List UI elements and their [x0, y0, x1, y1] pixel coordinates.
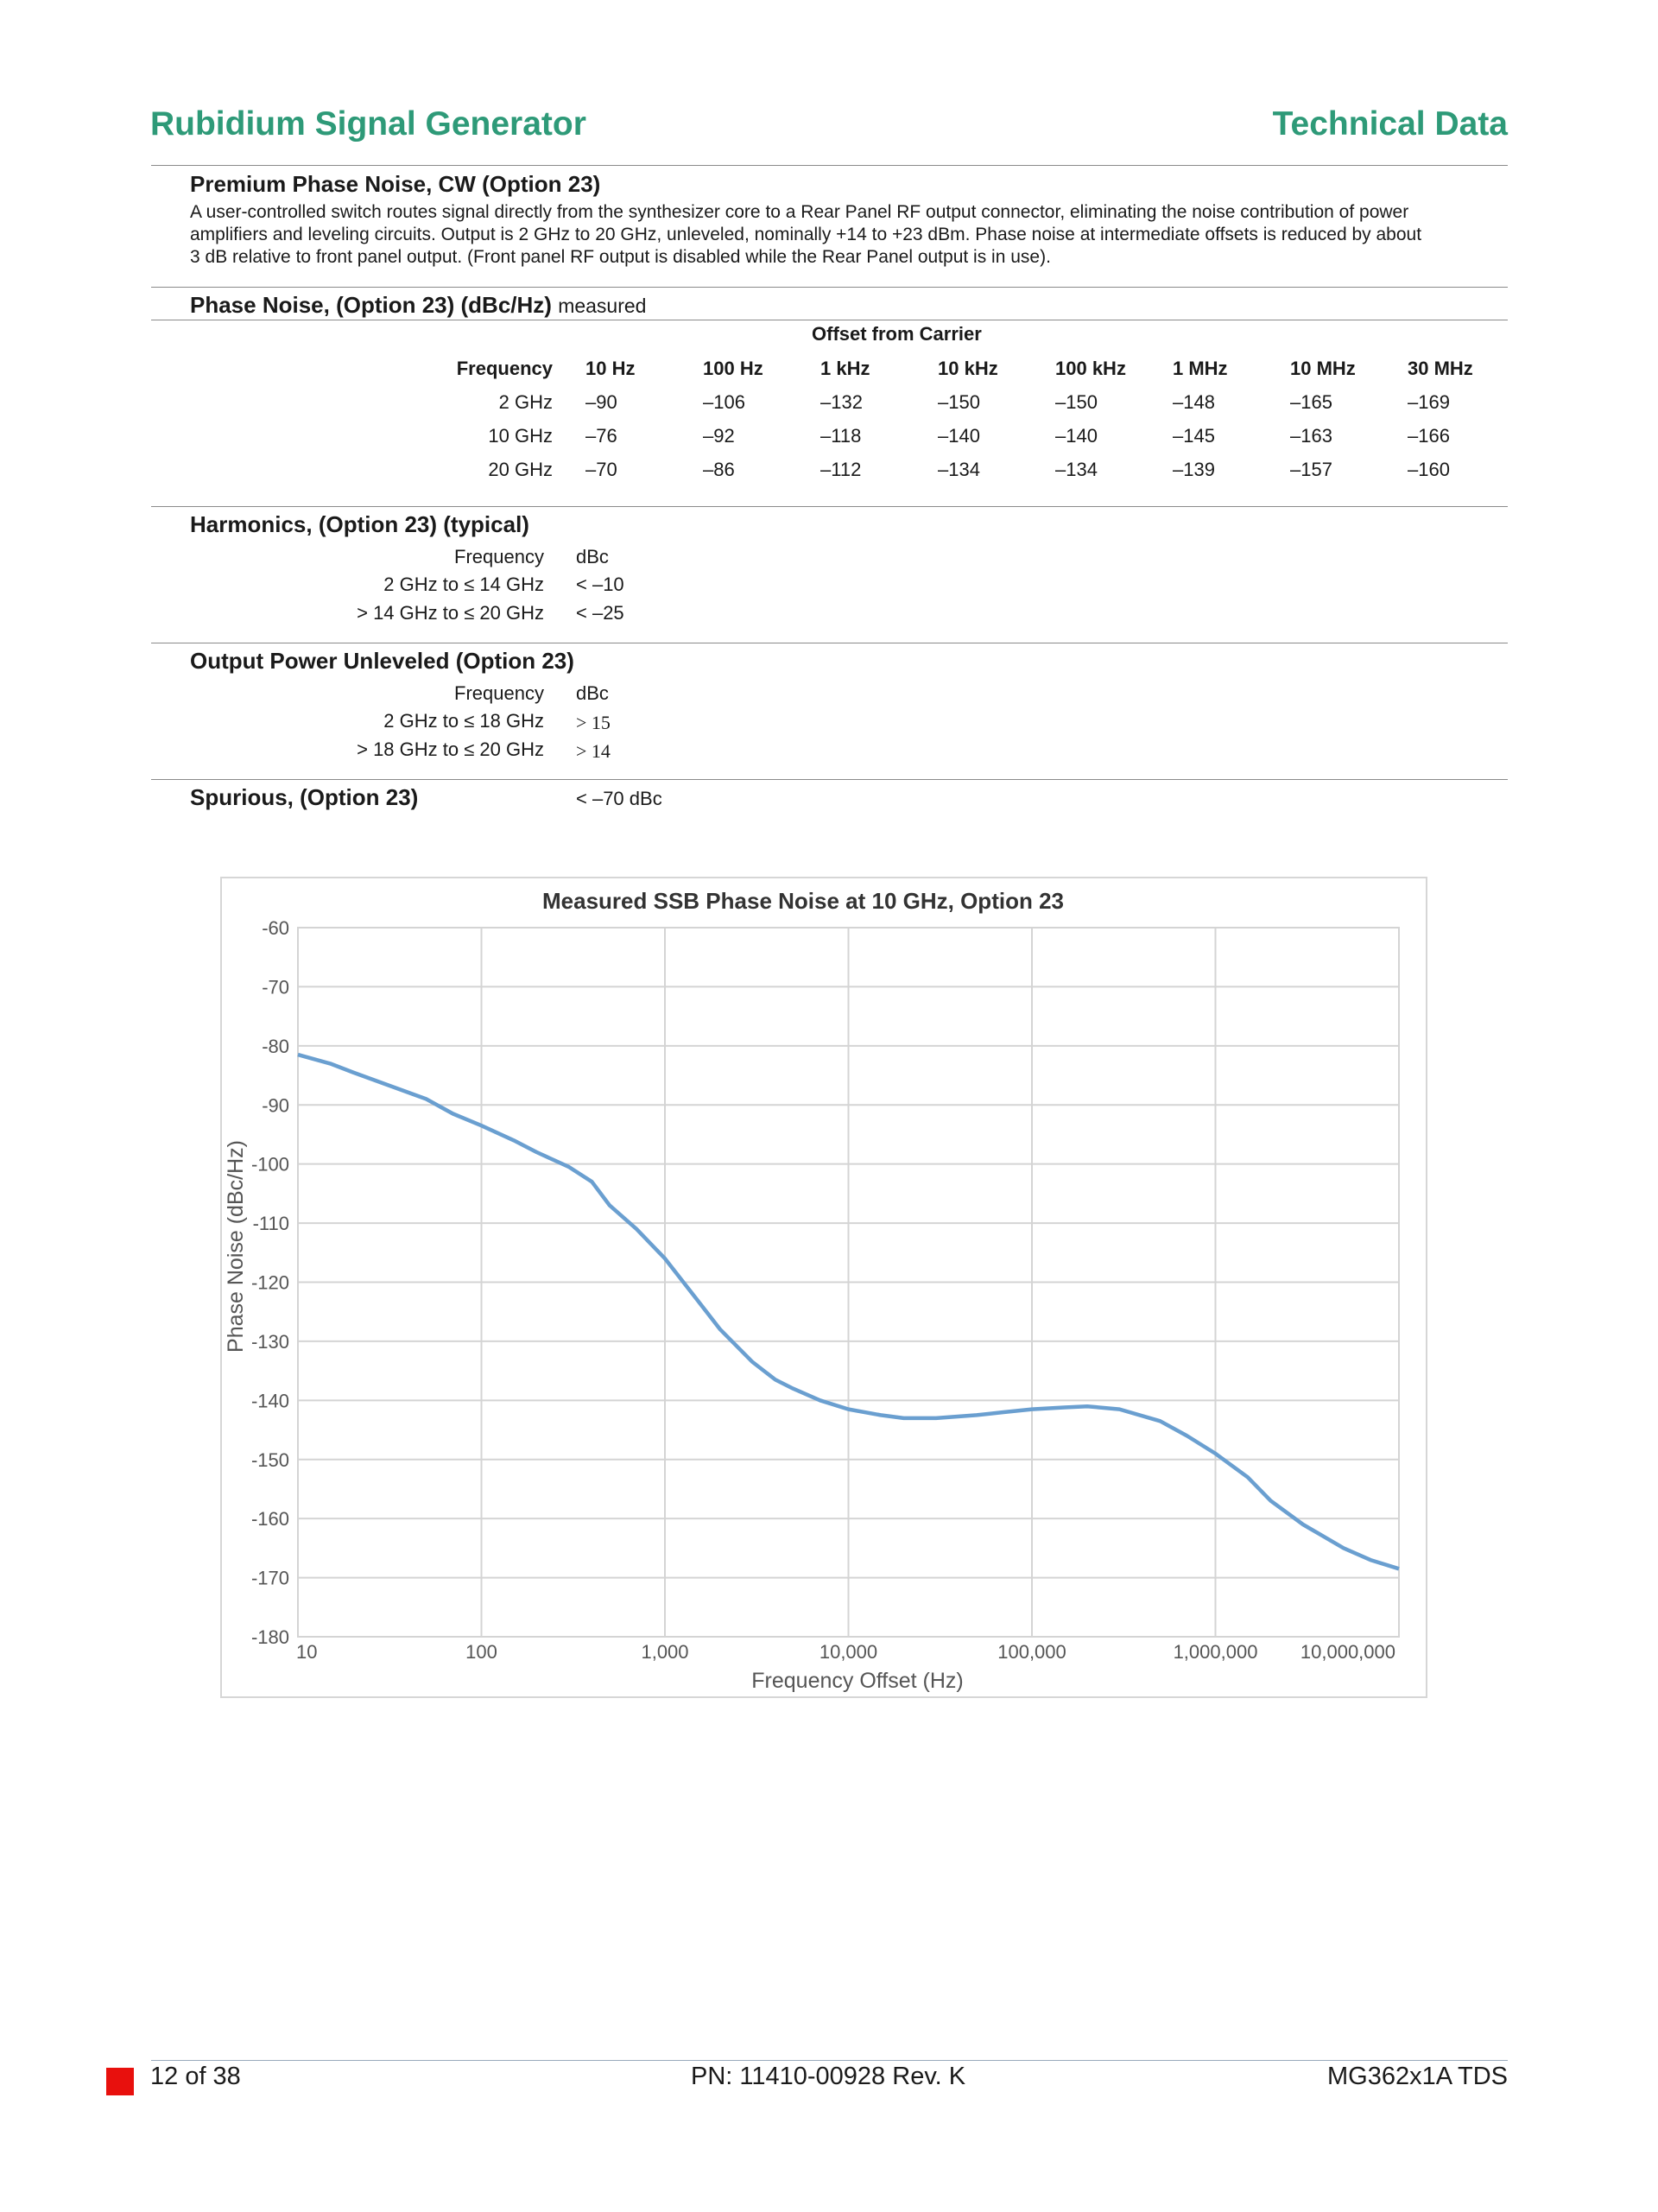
table-cell: –92 [703, 424, 735, 447]
description-line: amplifiers and leveling circuits. Output is 2 GHz to 20 GHz, unleveled, nominally +14 to +23 dBm. Phase noise at intermediate offsets is reduced by about [190, 225, 1422, 244]
phase-noise-subtitle: measured [558, 295, 647, 317]
harmonics-value: < –25 [576, 602, 624, 624]
table-cell: 20 GHz [488, 458, 553, 480]
y-tick-label: -110 [252, 1213, 289, 1235]
table-cell: –166 [1408, 424, 1450, 447]
table-cell: –150 [938, 390, 980, 413]
phase-noise-title: Phase Noise, (Option 23) (dBc/Hz) [190, 292, 552, 318]
y-tick-label: -170 [250, 1567, 289, 1589]
table-cell: 10 GHz [488, 424, 553, 447]
table-cell: –145 [1173, 424, 1215, 447]
harmonics-value-header: dBc [576, 546, 609, 567]
table-cell: –148 [1173, 390, 1215, 413]
spurious-value: < –70 dBc [576, 788, 662, 809]
table-cell: –132 [820, 390, 863, 413]
y-tick-label: -160 [250, 1508, 289, 1531]
table-cell: –150 [1055, 390, 1098, 413]
table-cell: –157 [1290, 458, 1332, 480]
x-axis-ticks [296, 1641, 1395, 1663]
y-tick-label: -90 [262, 1094, 289, 1117]
output-power-freq: 2 GHz to ≤ 18 GHz [383, 710, 544, 732]
x-tick-label: 10 [296, 1641, 318, 1663]
table-cell: –76 [585, 424, 617, 447]
column-header: 100 kHz [1055, 357, 1126, 379]
output-power-value: > 15 [576, 712, 611, 733]
table-cell: –106 [703, 390, 745, 413]
y-tick-label: -60 [262, 917, 289, 939]
y-tick-label: -140 [250, 1390, 289, 1412]
chart-grid [298, 928, 1399, 1637]
column-header: 10 kHz [938, 357, 998, 379]
column-header: 100 Hz [703, 357, 763, 379]
y-tick-label: -180 [250, 1626, 289, 1648]
x-tick-label: 1,000 [641, 1641, 689, 1663]
table-cell: 2 GHz [498, 390, 553, 413]
description-line: 3 dB relative to front panel output. (Front panel RF output is disabled while the Rear Panel output is in use). [190, 247, 1051, 267]
section-label: Technical Data [1272, 105, 1508, 143]
table-cell: –163 [1290, 424, 1332, 447]
page-marker [106, 2068, 134, 2095]
harmonics-freq: > 14 GHz to ≤ 20 GHz [357, 602, 544, 624]
y-tick-label: -150 [250, 1448, 289, 1471]
y-tick-label: -70 [262, 976, 289, 998]
y-tick-label: -120 [250, 1271, 289, 1294]
column-header: Frequency [456, 357, 553, 379]
column-header: 30 MHz [1408, 357, 1473, 379]
x-axis-label: Frequency Offset (Hz) [751, 1669, 964, 1693]
table-cell: –140 [1055, 424, 1098, 447]
x-tick-label: 100 [465, 1641, 497, 1663]
column-header: 1 kHz [820, 357, 870, 379]
table-cell: –70 [585, 458, 617, 480]
x-tick-label: 100,000 [997, 1641, 1066, 1663]
table-cell: –139 [1173, 458, 1215, 480]
table-cell: –118 [820, 424, 862, 447]
table-cell: –140 [938, 424, 980, 447]
y-axis-label: Phase Noise (dBc/Hz) [224, 1140, 248, 1353]
table-cell: –90 [585, 390, 617, 413]
premium-phase-noise-heading: Premium Phase Noise, CW (Option 23) [190, 171, 601, 197]
output-power-freq: > 18 GHz to ≤ 20 GHz [357, 738, 544, 760]
harmonics-freq: 2 GHz to ≤ 14 GHz [383, 574, 544, 595]
y-axis-ticks [251, 917, 289, 1648]
table-cell: –165 [1290, 390, 1332, 413]
spurious-heading: Spurious, (Option 23) [190, 784, 419, 810]
table-cell: –160 [1408, 458, 1450, 480]
table-cell: –134 [938, 458, 980, 480]
chart-title: Measured SSB Phase Noise at 10 GHz, Option 23 [542, 888, 1064, 914]
output-power-value: > 14 [576, 740, 611, 762]
x-tick-label: 10,000,000 [1300, 1641, 1395, 1663]
document-id: MG362x1A TDS [1326, 2063, 1508, 2090]
x-tick-label: 10,000 [819, 1641, 878, 1663]
harmonics-freq-header: Frequency [454, 546, 544, 567]
y-tick-label: -80 [262, 1035, 289, 1057]
output-power-value-header: dBc [576, 682, 609, 704]
part-number: PN: 11410-00928 Rev. K [691, 2063, 966, 2090]
output-power-heading: Output Power Unleveled (Option 23) [190, 648, 574, 674]
footer-divider [151, 2060, 1508, 2061]
harmonics-heading: Harmonics, (Option 23) (typical) [190, 511, 529, 537]
y-tick-label: -130 [250, 1330, 289, 1353]
harmonics-value: < –10 [576, 574, 624, 595]
table-cell: –134 [1055, 458, 1098, 480]
table-cell: –86 [703, 458, 735, 480]
page-number: 12 of 38 [150, 2063, 241, 2090]
x-tick-label: 1,000,000 [1173, 1641, 1258, 1663]
column-header: 10 Hz [585, 357, 636, 379]
offset-group-header: Offset from Carrier [812, 323, 982, 345]
output-power-freq-header: Frequency [454, 682, 544, 704]
column-header: 10 MHz [1290, 357, 1356, 379]
y-tick-label: -100 [250, 1153, 289, 1176]
table-cell: –112 [820, 458, 862, 480]
table-cell: –169 [1408, 390, 1450, 413]
column-header: 1 MHz [1173, 357, 1228, 379]
document-title: Rubidium Signal Generator [150, 105, 586, 143]
description-line: A user-controlled switch routes signal directly from the synthesizer core to a Rear Panel RF output connector, eliminating the noise contribution of power [190, 202, 1409, 222]
